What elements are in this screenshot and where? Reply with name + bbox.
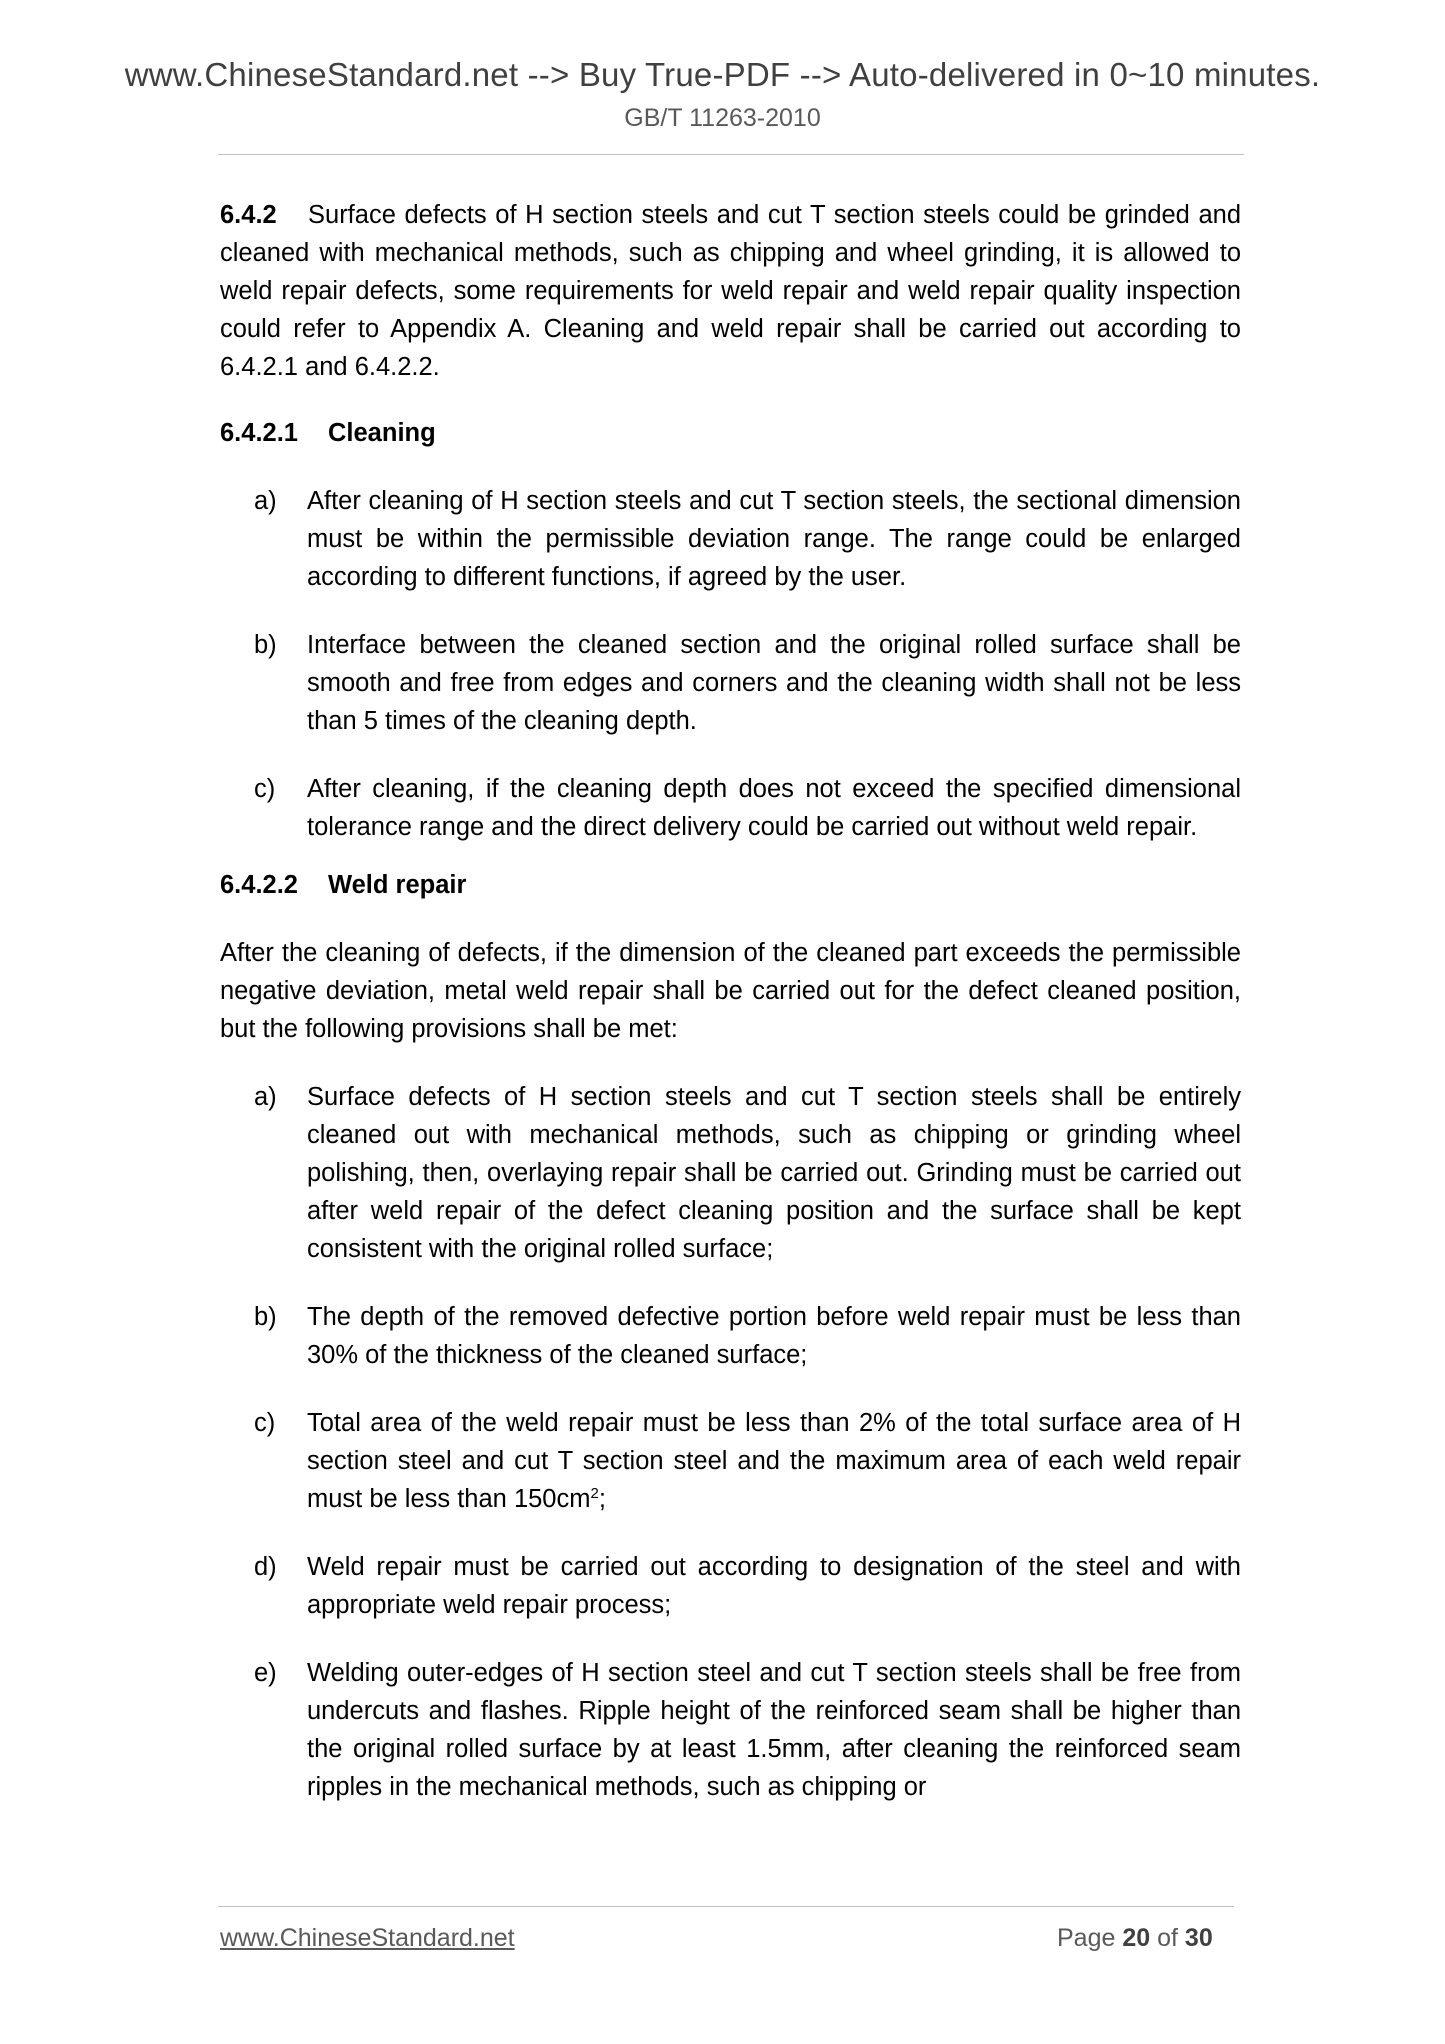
list-label: a): [254, 1083, 277, 1111]
clause-6-4-2: [220, 196, 1241, 386]
page-of: of: [1157, 1924, 1178, 1952]
list-item: [220, 626, 1241, 740]
list-text: Welding outer-edges of H section steel and cut T section steels shall be free from undercuts and flashes. Ripple height of the reinforced seam shall be higher than the original rolled surface by at least 1.5mm, after cleaning the reinforced seam ripples in the mechanical methods, such as chipping or: [307, 1659, 1241, 1801]
list-item: [220, 1404, 1241, 1518]
superscript: 2: [590, 1485, 599, 1502]
heading-weld-repair: [220, 866, 1241, 904]
list-text-end: ;: [598, 1485, 606, 1513]
list-item: [220, 1298, 1241, 1374]
list-text: The depth of the removed defective portion before weld repair must be less than 30% of the thickness of the cleaned surface;: [307, 1303, 1241, 1369]
list-label: d): [254, 1553, 277, 1581]
list-text-main: Total area of the weld repair must be less than 2% of the total surface area of H section steel and cut T section steel and the maximum area of each weld repair must be less than 150cm: [307, 1409, 1241, 1513]
standard-number: GB/T 11263-2010: [624, 104, 821, 132]
list-label: b): [254, 631, 277, 659]
header-divider: [218, 154, 1244, 155]
list-text: Weld repair must be carried out according to designation of the steel and with appropriate weld repair process;: [307, 1553, 1241, 1619]
page-current: 20: [1122, 1924, 1151, 1952]
list-text: After cleaning, if the cleaning depth does not exceed the specified dimensional tolerance range and the direct delivery could be carried out without weld repair.: [307, 775, 1241, 841]
list-text: Surface defects of H section steels and cut T section steels shall be entirely cleaned out with mechanical methods, such as chipping or grinding wheel polishing, then, overlaying repair shall be carried out. Grinding must be carried out after weld repair of the defect cleaning position and the surface shall be kept consistent with the original rolled surface;: [307, 1083, 1241, 1263]
weld-repair-intro: After the cleaning of defects, if the dimension of the cleaned part exceeds the permissible negative deviation, metal weld repair shall be carried out for the defect cleaned position, but the following provisions shall be met:: [220, 939, 1241, 1043]
list-label: b): [254, 1303, 277, 1331]
list-text: [307, 1409, 1241, 1513]
heading-number: 6.4.2.1: [220, 419, 298, 447]
list-label: a): [254, 487, 277, 515]
page-word: Page: [1057, 1924, 1116, 1952]
clause-text: Surface defects of H section steels and cut T section steels could be grinded and cleaned with mechanical methods, such as chipping and wheel grinding, it is allowed to weld repair defects, some requirements for weld repair and weld repair quality inspection could refer to Appendix A. Cleaning and weld repair shall be carried out according to 6.4.2.1 and 6.4.2.2.: [220, 201, 1241, 381]
list-text: Interface between the cleaned section and the original rolled surface shall be smooth and free from edges and corners and the cleaning width shall not be less than 5 times of the cleaning depth.: [307, 631, 1241, 735]
clause-number: 6.4.2: [220, 201, 277, 229]
list-item: [220, 1078, 1241, 1268]
heading-title: Weld repair: [328, 871, 467, 899]
page-total: 30: [1184, 1924, 1213, 1952]
list-label: c): [254, 775, 276, 803]
heading-title: Cleaning: [328, 419, 436, 447]
list-item: [220, 770, 1241, 846]
list-item: [220, 1548, 1241, 1624]
list-label: e): [254, 1659, 277, 1687]
footer-site-link[interactable]: www.ChineseStandard.net: [220, 1924, 515, 1952]
page-indicator: [1057, 1924, 1213, 1953]
list-text: After cleaning of H section steels and cut T section steels, the sectional dimension must be within the permissible deviation range. The range could be enlarged according to different functions, if agreed by the user.: [307, 487, 1241, 591]
header-banner: www.ChineseStandard.net --> Buy True-PDF --> Auto-delivered in 0~10 minutes.: [124, 56, 1321, 93]
footer-divider: [218, 1906, 1234, 1907]
heading-number: 6.4.2.2: [220, 871, 298, 899]
list-item: [220, 482, 1241, 596]
document-body: [220, 196, 1241, 1806]
list-item: [220, 1654, 1241, 1806]
heading-cleaning: [220, 414, 1241, 452]
list-label: c): [254, 1409, 276, 1437]
